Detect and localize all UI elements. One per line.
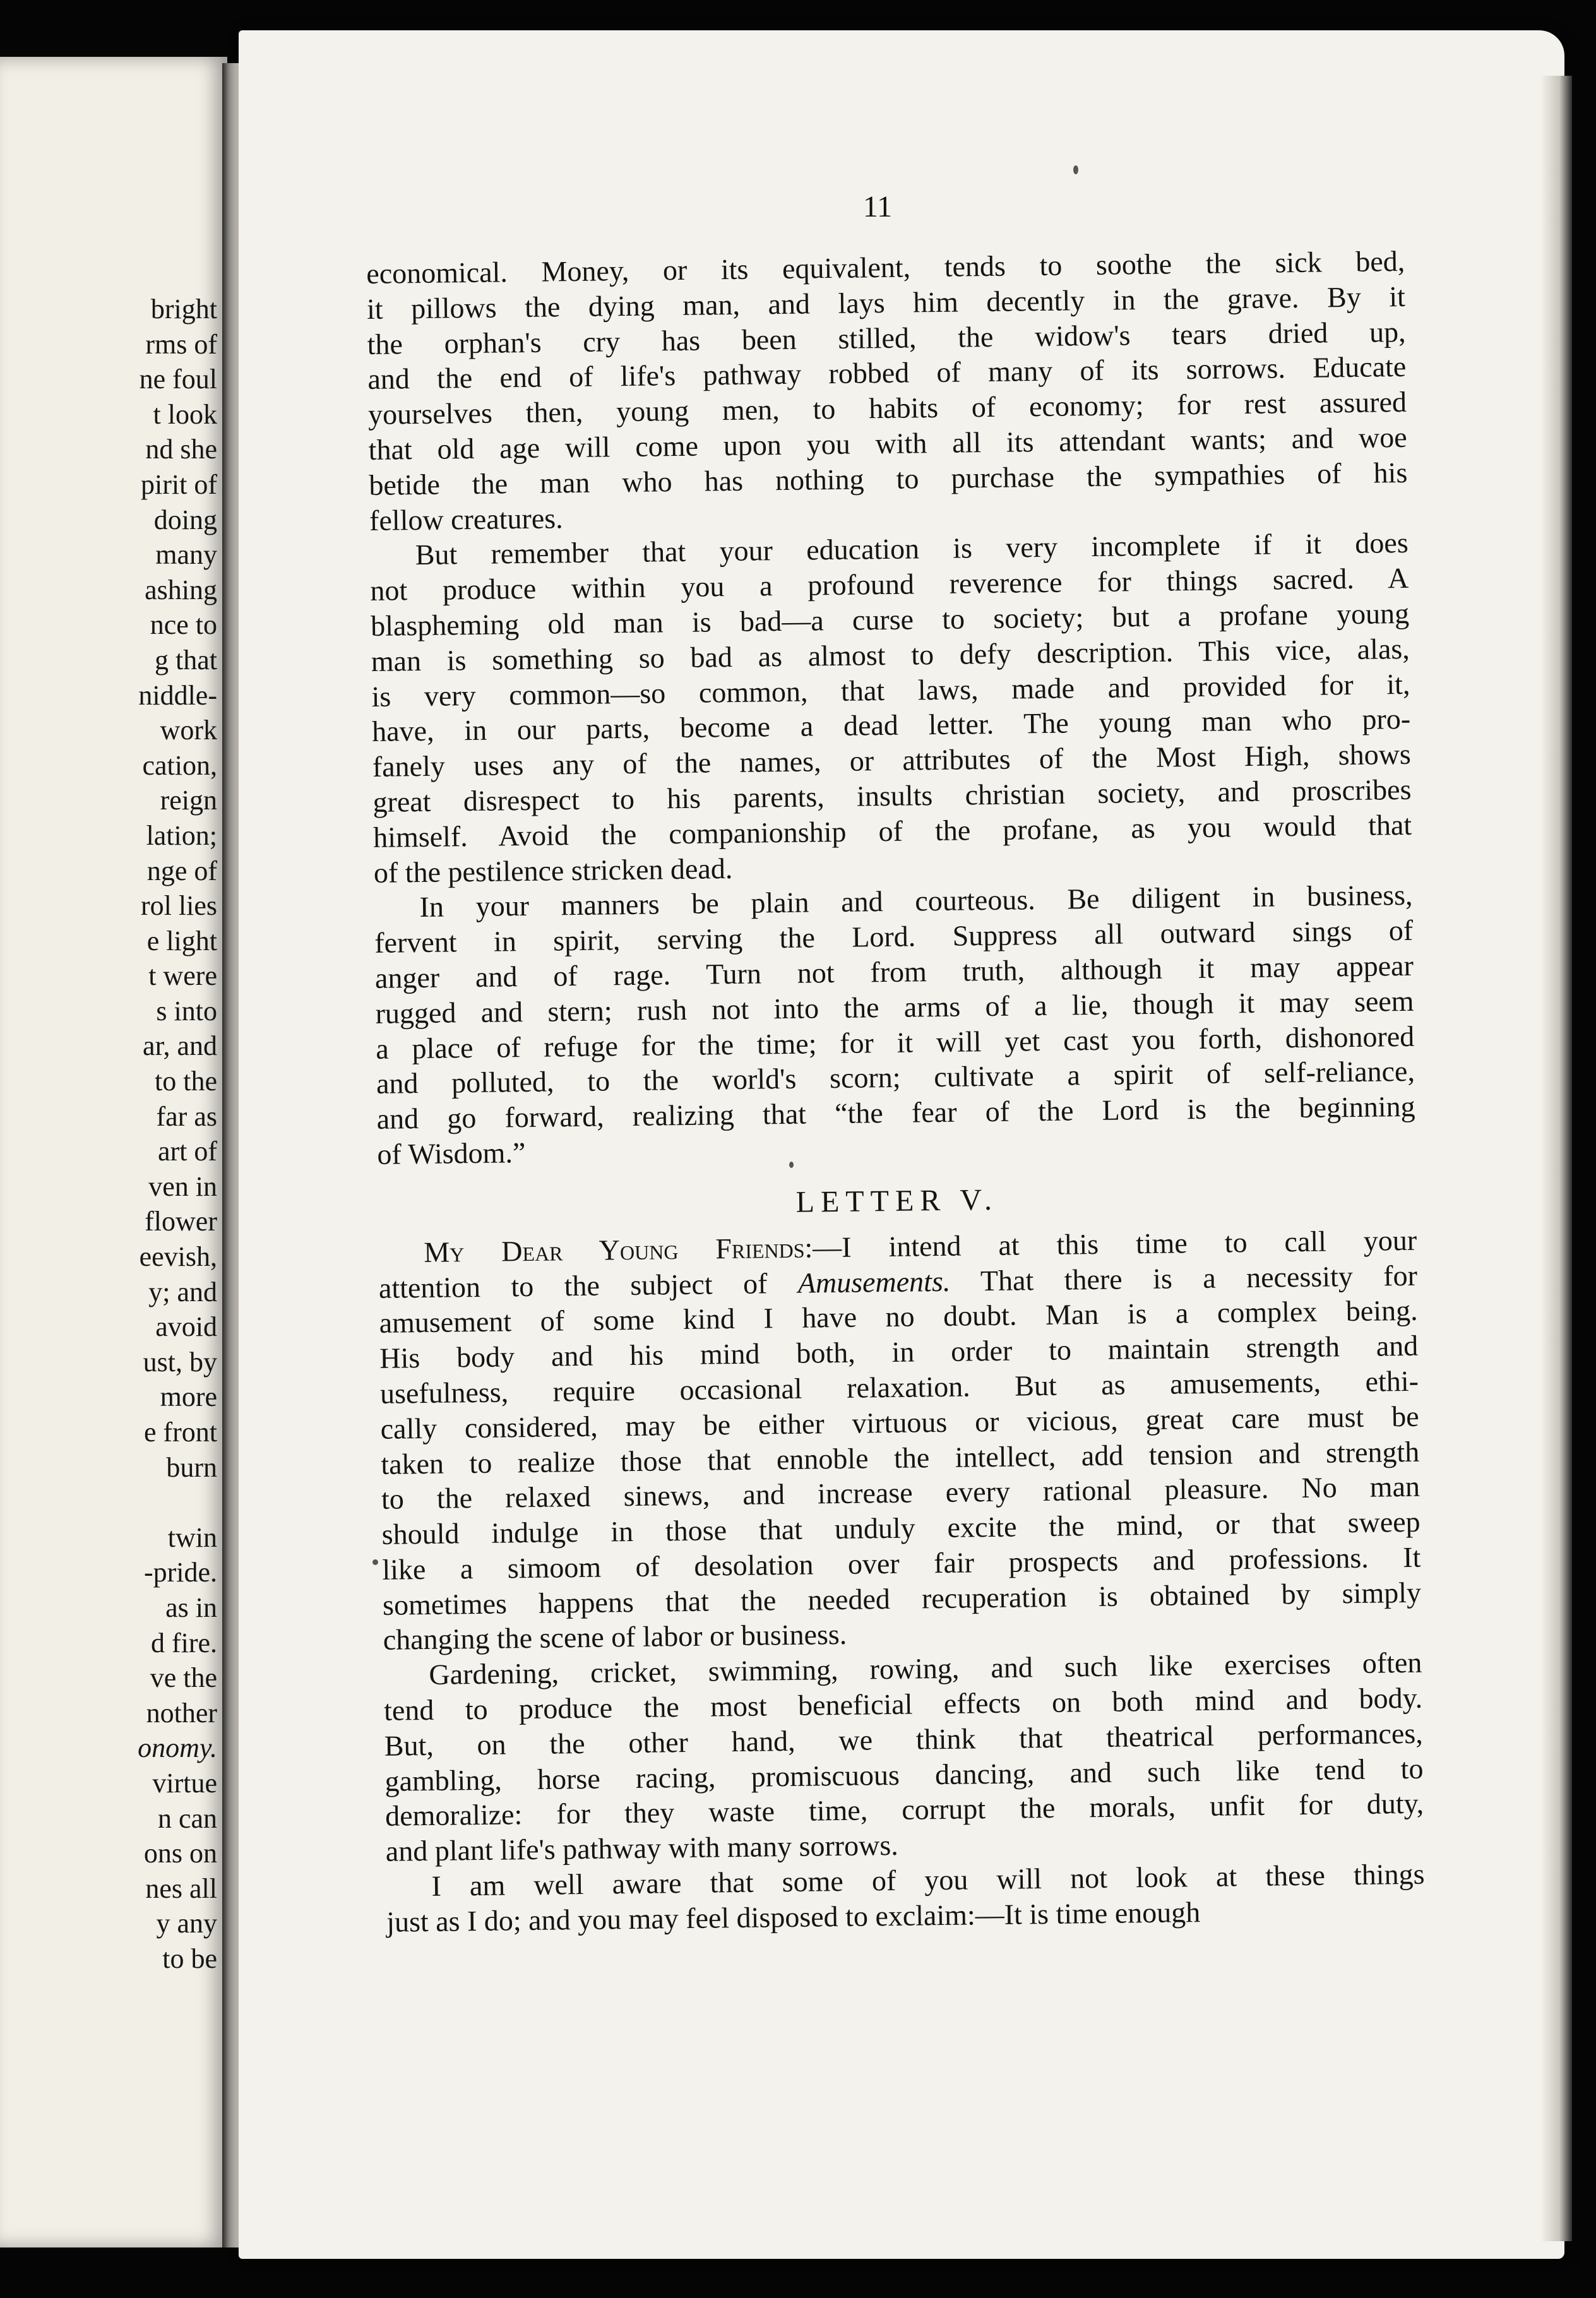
text-run: attention to the subject of — [378, 1266, 799, 1304]
text-run: is very common—so common, that laws, made and provided for it, — [371, 667, 1410, 713]
left-page-line — [15, 1485, 217, 1520]
left-page-line: ust, by — [143, 1346, 217, 1378]
text-run: like a simoom of desolation over fair prospects and professions. It — [382, 1540, 1421, 1586]
text-run: that old age will come upon you with all its attendant wants; and woe — [368, 420, 1407, 466]
text-run: demoralize: for they waste time, corrupt the morals, unfit for duty, — [384, 1787, 1424, 1833]
left-page-line: reign — [160, 785, 217, 816]
left-page-line: rol lies — [141, 890, 217, 922]
page-body-text — [366, 244, 1425, 1940]
left-page-line: ashing — [145, 574, 217, 605]
left-page-line: bright — [150, 294, 217, 324]
left-page-line: t were — [148, 960, 217, 992]
text-run: anger and of rage. Turn not from truth, although it may appear — [374, 949, 1414, 994]
left-page-line: pirit of — [141, 468, 217, 500]
text-run: tend to produce the most beneficial effects on both mind and body. — [383, 1681, 1423, 1727]
left-page-line: y; and — [148, 1276, 217, 1307]
text-run: In your manners be plain and courteous. Be diligent in business, — [419, 879, 1413, 924]
text-run: fanely uses any of the names, or attributes of the Most High, shows — [372, 738, 1412, 783]
left-page-line: nother — [146, 1697, 217, 1729]
text-run: not produce within you a profound reverence for things sacred. A — [370, 562, 1409, 607]
letter-heading: LETTER V. — [795, 1182, 999, 1219]
text-run: fervent in spirit, serving the Lord. Suppress all outward sings of — [374, 914, 1414, 960]
text-run: of Wisdom.” — [377, 1136, 526, 1170]
text-run: economical. Money, or its equivalent, tends to soothe the sick bed, — [366, 244, 1405, 290]
left-page-line: niddle- — [138, 679, 217, 711]
left-page-line: nes all — [145, 1872, 217, 1904]
text-run: gambling, horse racing, promiscuous dancing, and such like tend to — [384, 1752, 1424, 1797]
left-page-line: virtue — [152, 1767, 217, 1799]
text-run: usefulness, require occasional relaxation. But as amusements, ethi- — [379, 1364, 1419, 1410]
text-run: and plant life's pathway with many sorrows. — [385, 1829, 898, 1868]
left-page-line: nce to — [150, 609, 217, 641]
salutation: My Dear Young Friends — [423, 1231, 805, 1268]
left-page-line: to be — [162, 1943, 217, 1974]
text-run: great disrespect to his parents, insults christian society, and proscribes — [372, 773, 1412, 818]
text-run: But, on the other hand, we think that theatrical performances, — [384, 1717, 1424, 1762]
left-page-line: nge of — [146, 855, 217, 886]
left-page-line: ve the — [150, 1662, 217, 1694]
left-page-line: burn — [166, 1451, 217, 1483]
text-run: a place of refuge for the time; for it will yet cast you forth, dishonored — [376, 1020, 1415, 1065]
left-page-line: cation, — [142, 749, 217, 781]
text-run: blaspheming old man is bad—a curse to society; but a profane young — [370, 597, 1410, 642]
left-page-line: ne foul — [139, 364, 217, 395]
left-page-line: flower — [145, 1206, 217, 1237]
text-run: and the end of life's pathway robbed of many of its sorrows. Educate — [367, 350, 1407, 396]
left-page-line: ar, and — [143, 1030, 217, 1062]
left-page-line: many — [155, 539, 217, 571]
text-run: rugged and stern; rush not into the arms of a lie, though it may seem — [375, 984, 1414, 1030]
print-speck — [1073, 165, 1078, 174]
text-run: :—I intend at this time to call your — [804, 1223, 1417, 1264]
text-run: the orphan's cry has been stilled, the widow's tears dried up, — [367, 315, 1406, 360]
left-page-line: t look — [153, 398, 217, 430]
emphasized-term: Amusements. — [797, 1265, 951, 1299]
text-run: just as I do; and you may feel disposed to exclaim:—It is time enough — [386, 1895, 1201, 1938]
left-page-line: eevish, — [139, 1241, 217, 1273]
left-page-line: nd she — [145, 434, 217, 465]
text-run: taken to realize those that ennoble the intellect, add tension and strength — [381, 1435, 1420, 1480]
text-run: man is something so bad as almost to defy description. This vice, alas, — [371, 632, 1410, 677]
text-run: and polluted, to the world's scorn; cultivate a spirit of self-reliance, — [376, 1055, 1415, 1100]
text-run: Gardening, cricket, swimming, rowing, and such like exercises often — [429, 1646, 1422, 1691]
left-facing-page — [0, 57, 227, 2247]
left-page-text-fragments — [15, 292, 217, 1977]
left-page-line: e front — [143, 1417, 217, 1448]
left-page-line: as in — [165, 1592, 217, 1623]
left-page-line: ons on — [143, 1838, 217, 1869]
text-run: cally considered, may be either virtuous or vicious, great care must be — [380, 1400, 1419, 1445]
left-page-line: to the — [155, 1066, 217, 1097]
book-gutter — [222, 63, 240, 2247]
left-page-line: doing — [153, 504, 217, 535]
text-run: changing the scene of labor or business. — [383, 1618, 847, 1657]
text-run: But remember that your education is very incomplete if it does — [415, 527, 1408, 571]
left-page-line: art of — [157, 1136, 217, 1167]
page-number: 11 — [862, 190, 893, 223]
text-run: His body and his mind both, in order to maintain strength and — [379, 1329, 1419, 1374]
text-run: it pillows the dying man, and lays him decently in the grave. By it — [366, 280, 1406, 325]
text-run: amusement of some kind I have no doubt. Man is a complex being. — [379, 1294, 1418, 1340]
left-page-line: -pride. — [143, 1557, 217, 1588]
left-page-line: rms of — [145, 328, 217, 360]
left-page-line: twin — [167, 1521, 217, 1553]
print-speck — [372, 1559, 378, 1565]
text-run: should indulge in those that unduly excite the mind, or that sweep — [381, 1505, 1420, 1551]
text-run: and go forward, realizing that “the fear of the Lord is the beginning — [376, 1090, 1415, 1136]
left-page-line: g that — [155, 644, 217, 676]
text-run: himself. Avoid the companionship of the profane, as you would that — [372, 808, 1412, 854]
left-page-line: lation; — [146, 819, 217, 851]
text-run: That there is a necessity for — [950, 1259, 1418, 1297]
left-page-line: e light — [146, 925, 217, 956]
left-page-line: far as — [156, 1100, 217, 1132]
left-page-line: more — [160, 1381, 217, 1413]
left-page-line: d fire. — [150, 1627, 217, 1658]
left-page-line: work — [160, 715, 217, 746]
print-speck — [789, 1162, 794, 1168]
text-run: yourselves then, young men, to habits of economy; for rest assured — [367, 386, 1407, 431]
text-run: I am well aware that some of you will not look at these things — [431, 1857, 1425, 1902]
left-page-line: avoid — [155, 1311, 217, 1343]
text-run: fellow creatures. — [369, 501, 563, 537]
left-page-line: n can — [157, 1802, 217, 1834]
text-run: have, in our parts, become a dead letter. The young man who pro- — [371, 703, 1411, 748]
left-page-line: ven in — [148, 1170, 217, 1202]
page-edge-shadow — [1540, 76, 1572, 2241]
left-page-line: y any — [156, 1908, 217, 1939]
text-run: of the pestilence stricken dead. — [373, 852, 733, 889]
left-page-line: onomy. — [138, 1732, 217, 1764]
text-run: betide the man who has nothing to purchase the sympathies of his — [369, 456, 1408, 501]
text-run: to the relaxed sinews, and increase every rational pleasure. No man — [381, 1470, 1420, 1516]
left-page-line: s into — [156, 995, 217, 1027]
text-run: sometimes happens that the needed recuperation is obtained by simply — [382, 1576, 1422, 1621]
